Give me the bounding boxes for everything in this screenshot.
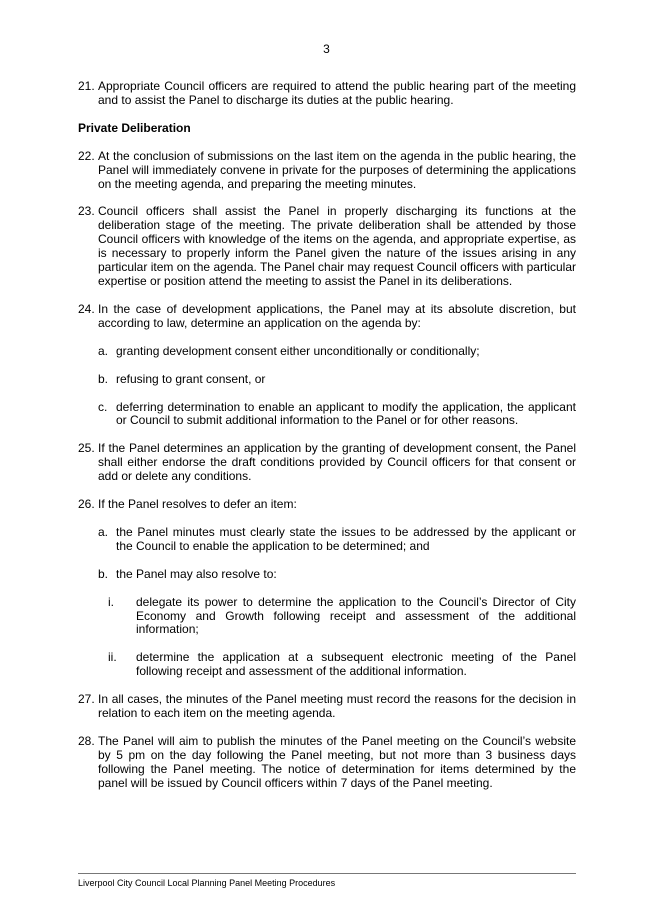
clause-21	[78, 80, 576, 108]
subclause-text: delegate its power to determine the application to the Council’s Director of City Economy and Growth following receipt and assessment of the additional information;	[136, 594, 576, 637]
clause-26-b	[78, 568, 576, 582]
section-heading: Private Deliberation	[78, 120, 191, 135]
subclause-label: b.	[98, 371, 109, 386]
clause-26-b-i	[78, 596, 576, 638]
subclause-label: b.	[98, 566, 109, 581]
clause-number: 26.	[78, 497, 95, 512]
clause-26-a	[78, 526, 576, 554]
subclause-text: the Panel may also resolve to:	[116, 566, 277, 581]
clause-28	[78, 735, 576, 791]
subclause-text: the Panel minutes must clearly state the issues to be addressed by the applicant or the Council to enable the application to be determined; and	[116, 524, 576, 553]
clause-24-a	[78, 345, 576, 359]
clause-27	[78, 693, 576, 721]
clause-26-b-ii	[78, 651, 576, 679]
clause-text: In all cases, the minutes of the Panel meeting must record the reasons for the decision in relation to each item on the meeting agenda.	[98, 692, 576, 721]
clause-number: 27.	[78, 692, 95, 707]
clause-text: If the Panel determines an application by the granting of development consent, the Panel shall either endorse the draft conditions provided by Council officers for that consent or add or delete any conditions.	[98, 441, 576, 484]
clause-number: 24.	[78, 301, 95, 316]
clause-number: 22.	[78, 148, 95, 163]
clause-text: The Panel will aim to publish the minutes of the Panel meeting on the Council’s website by 5 pm on the day following the Panel meeting, but not more than 3 business days following the Panel meeting. The notice of determination for items determined by the panel will be issued by Council officers within 7 days of the Panel meeting.	[98, 734, 576, 790]
clause-number: 28.	[78, 734, 95, 748]
clause-text: In the case of development applications, the Panel may at its absolute discretion, but according to law, determine an application on the agenda by:	[98, 301, 576, 330]
subclause-label: ii.	[108, 650, 117, 665]
subclause-label: i.	[108, 594, 114, 609]
footer-divider	[78, 873, 576, 874]
subclause-text: refusing to grant consent, or	[116, 371, 266, 386]
subclause-text: deferring determination to enable an applicant to modify the application, the applicant or Council to submit additional information to the Panel or for other reasons.	[116, 399, 576, 428]
clause-text: Council officers shall assist the Panel in properly discharging its functions at the deliberation stage of the meeting. The private deliberation shall be attended by those Council officers with knowledge of the items on the agenda, and appropriate expertise, as is necessary to properly inform the Panel given the nature of the issues arising in any particular item on the agenda. The Panel chair may request Council officers with particular expertise or position attend the meeting to assist the Panel in its deliberations.	[98, 204, 576, 288]
clause-number: 21.	[78, 79, 95, 93]
clause-23	[78, 205, 576, 288]
clause-24-c	[78, 401, 576, 429]
subclause-label: a.	[98, 524, 109, 539]
clause-number: 25.	[78, 441, 95, 456]
page-number: 3	[323, 42, 330, 56]
clause-text: At the conclusion of submissions on the last item on the agenda in the public hearing, the Panel will immediately convene in private for the purposes of determining the applications on the meeting agenda, and preparing the meeting minutes.	[98, 148, 576, 191]
clause-text: Appropriate Council officers are required to attend the public hearing part of the meeting and to assist the Panel to discharge its duties at the public hearing.	[98, 79, 576, 107]
subclause-text: granting development consent either unconditionally or conditionally;	[116, 343, 480, 358]
subclause-text: determine the application at a subsequent electronic meeting of the Panel following receipt and assessment of the additional information.	[136, 650, 576, 679]
clause-26	[78, 498, 576, 512]
clause-25	[78, 442, 576, 484]
clause-number: 23.	[78, 204, 95, 219]
subclause-label: c.	[98, 399, 108, 414]
clause-22	[78, 150, 576, 192]
subclause-label: a.	[98, 343, 109, 358]
page-footer: Liverpool City Council Local Planning Panel Meeting Procedures	[78, 878, 336, 888]
clause-text: If the Panel resolves to defer an item:	[98, 497, 297, 512]
clause-24-b	[78, 373, 576, 387]
document-body	[78, 80, 576, 805]
clause-24	[78, 303, 576, 331]
